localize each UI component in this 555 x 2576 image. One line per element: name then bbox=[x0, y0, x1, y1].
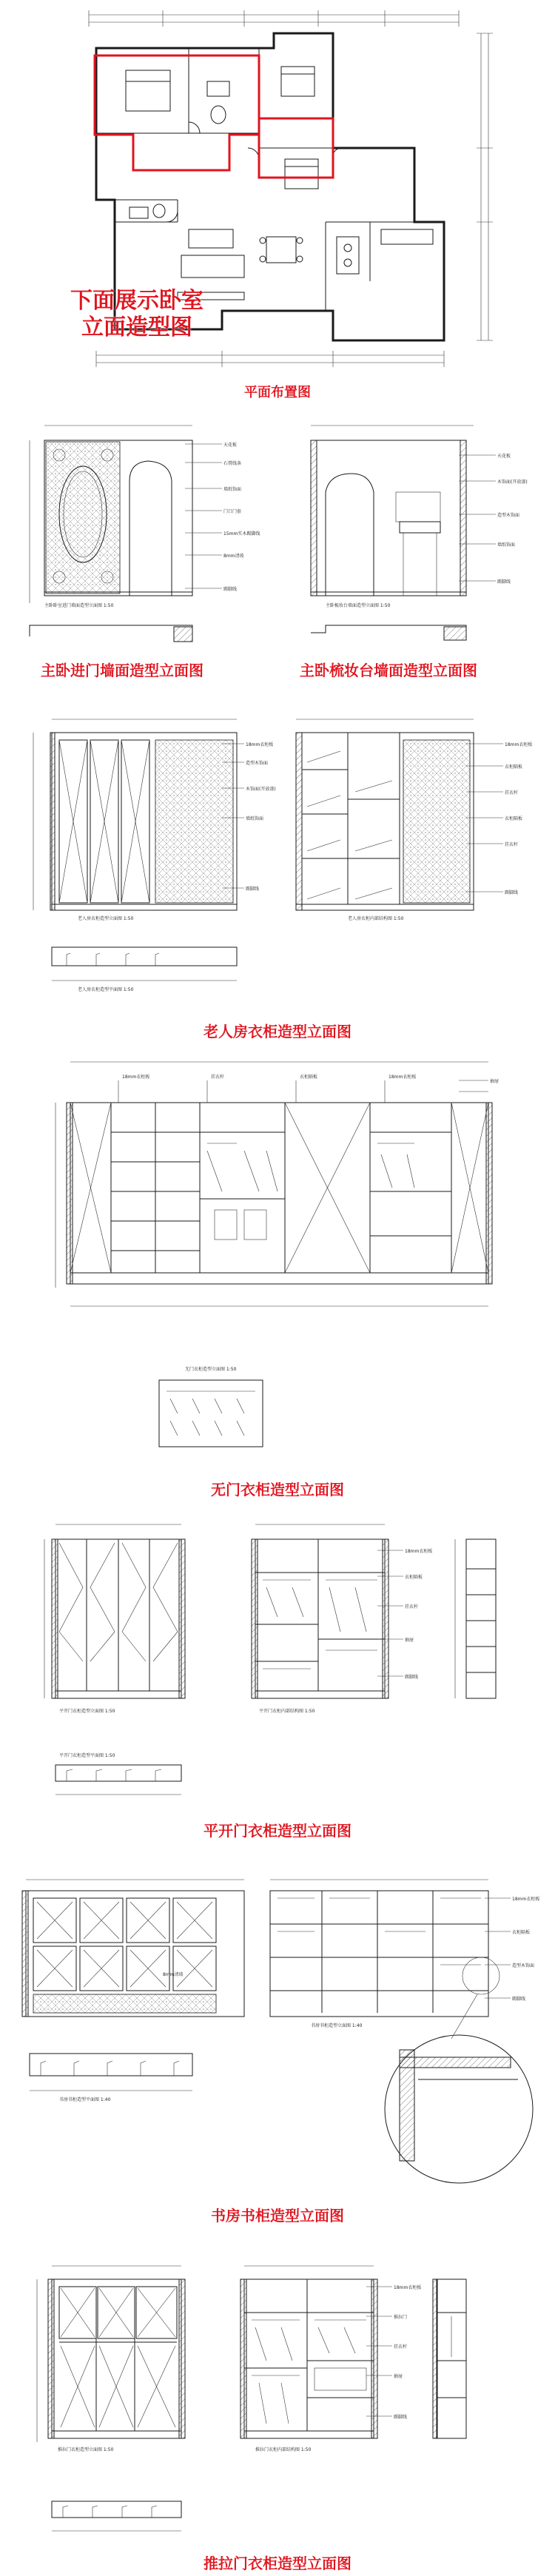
title-sliding-int: 推拉门衣柜内部结构图 1:50 bbox=[255, 2447, 312, 2452]
note-sb-3: 造型木饰面 bbox=[512, 1963, 535, 1968]
note-hw-3: 挂衣杆 bbox=[405, 1604, 419, 1610]
doorless-wardrobe-drawing bbox=[0, 1051, 555, 1473]
note-elder-10: 挂衣杆 bbox=[505, 842, 519, 847]
note-wallpaper-r: 墙纸饰面 bbox=[497, 542, 516, 548]
hinged-wardrobe-svg bbox=[0, 1513, 555, 1817]
note-sb-2: 衣柜隔板 bbox=[512, 1930, 531, 1935]
study-bookcase-svg bbox=[0, 1865, 555, 2190]
overlay-line-2: 立面造型图 bbox=[81, 315, 192, 340]
doorless-wardrobe-svg bbox=[0, 1051, 555, 1473]
note-sw-1: 18mm衣柜板 bbox=[394, 2285, 422, 2290]
title-doorless: 无门衣柜造型立面图 1:50 bbox=[185, 1367, 237, 1372]
note-sb-4: 踢脚线 bbox=[512, 1997, 526, 2002]
note-elder-11: 踢脚线 bbox=[505, 890, 519, 895]
note-hw-4: 抽屉 bbox=[405, 1638, 414, 1643]
note-door-frame: 门口门套 bbox=[223, 509, 242, 514]
caption-master-door-wall: 主卧进门墙面造型立面图 bbox=[41, 662, 204, 679]
title-bookcase-elev: 书房书柜造型立面图 1:40 bbox=[311, 2023, 363, 2028]
note-feature-veneer: 造型木饰面 bbox=[497, 513, 520, 518]
note-elder-8: 挂衣杆 bbox=[505, 790, 519, 796]
sliding-wardrobe-svg bbox=[0, 2257, 555, 2576]
note-hw-1: 18mm衣柜板 bbox=[405, 1549, 433, 1554]
note-sw-4: 抽屉 bbox=[394, 2374, 403, 2379]
note-dl-5: 抽屉 bbox=[490, 1079, 500, 1084]
note-hw-5: 踢脚线 bbox=[405, 1675, 419, 1680]
note-sb-5: 8mm清玻 bbox=[163, 1972, 184, 1977]
note-elder-1: 18mm衣柜板 bbox=[246, 742, 274, 747]
caption-floor-plan: 平面布置图 bbox=[244, 385, 311, 400]
note-elder-6: 18mm衣柜板 bbox=[505, 742, 533, 747]
note-dl-3: 衣柜隔板 bbox=[300, 1075, 318, 1080]
note-dl-1: 18mm衣柜板 bbox=[122, 1075, 150, 1080]
caption-elder-room: 老人房衣柜造型立面图 bbox=[204, 1023, 352, 1040]
hinged-wardrobe-drawing bbox=[0, 1513, 555, 1817]
floor-plan-svg bbox=[0, 0, 555, 414]
sliding-wardrobe-drawing bbox=[0, 2257, 555, 2576]
caption-hinged-wardrobe: 平开门衣柜造型立面图 bbox=[204, 1822, 352, 1840]
note-sw-5: 踢脚线 bbox=[394, 2415, 408, 2420]
title-elder-elev: 老人房衣柜造型立面图 1:50 bbox=[78, 916, 134, 921]
note-skirting-2: 踢脚线 bbox=[223, 587, 238, 592]
elder-wardrobe-drawing bbox=[0, 710, 555, 1014]
note-wallpaper: 墙纸饰面 bbox=[223, 487, 242, 492]
note-ceiling-r: 天花板 bbox=[497, 454, 511, 459]
note-sb-1: 18mm衣柜板 bbox=[512, 1897, 540, 1902]
note-elder-3: 木饰面(开放漆) bbox=[246, 787, 276, 792]
overlay-line-1: 下面展示卧室 bbox=[70, 288, 204, 314]
floor-plan-drawing bbox=[0, 0, 555, 414]
caption-sliding-wardrobe: 推拉门衣柜造型立面图 bbox=[204, 2555, 352, 2572]
caption-doorless-wardrobe: 无门衣柜造型立面图 bbox=[211, 1481, 344, 1499]
note-ceiling: 天花板 bbox=[223, 443, 238, 448]
note-elder-7: 衣柜隔板 bbox=[505, 764, 523, 770]
note-elder-4: 墙纸饰面 bbox=[246, 816, 264, 821]
master-elevations-svg bbox=[0, 411, 555, 677]
note-dl-2: 挂衣杆 bbox=[211, 1075, 225, 1080]
note-elder-5: 踢脚线 bbox=[246, 887, 260, 892]
note-skirting: 15mm实木踢脚线 bbox=[223, 531, 260, 537]
title-sliding-elev: 推拉门衣柜造型立面图 1:50 bbox=[58, 2447, 114, 2452]
note-sw-3: 挂衣杆 bbox=[394, 2344, 408, 2350]
caption-master-vanity-wall: 主卧梳妆台墙面造型立面图 bbox=[300, 662, 477, 679]
title-hinged-plan: 平开门衣柜造型平面图 1:50 bbox=[59, 1753, 115, 1758]
note-clear-glass: 8mm清玻 bbox=[223, 554, 244, 559]
note-hw-2: 衣柜隔板 bbox=[405, 1575, 423, 1580]
note-dl-4: 18mm衣柜板 bbox=[388, 1075, 417, 1080]
master-bedroom-elevations bbox=[0, 411, 555, 677]
elder-wardrobe-svg bbox=[0, 710, 555, 1014]
title-bookcase-plan: 书房书柜造型平面图 1:40 bbox=[59, 2097, 111, 2102]
title-elder-int: 老人房衣柜内部结构图 1:50 bbox=[348, 916, 404, 921]
study-bookcase-drawing bbox=[0, 1865, 555, 2190]
title-elder-plan: 老人房衣柜造型平面图 1:50 bbox=[78, 987, 134, 992]
title-master-vanity: 主卧梳妆台墙面造型立面图 1:50 bbox=[326, 603, 391, 608]
title-master-door: 主卧卧室进门墙面造型立面图 1:50 bbox=[44, 603, 114, 608]
note-sw-2: 推拉门 bbox=[394, 2315, 408, 2320]
title-hinged-int: 平开门衣柜内部结构图 1:50 bbox=[259, 1709, 315, 1714]
caption-study-bookcase: 书房书柜造型立面图 bbox=[211, 2207, 344, 2224]
note-skirting-r: 踢脚线 bbox=[497, 579, 511, 585]
note-plaster-line: 石膏线条 bbox=[223, 461, 242, 466]
title-hinged-elev: 平开门衣柜造型立面图 1:50 bbox=[59, 1709, 115, 1714]
note-elder-9: 衣柜隔板 bbox=[505, 816, 523, 821]
note-wood-veneer: 木饰面(开放漆) bbox=[497, 480, 528, 485]
note-elder-2: 造型木饰面 bbox=[246, 761, 269, 766]
